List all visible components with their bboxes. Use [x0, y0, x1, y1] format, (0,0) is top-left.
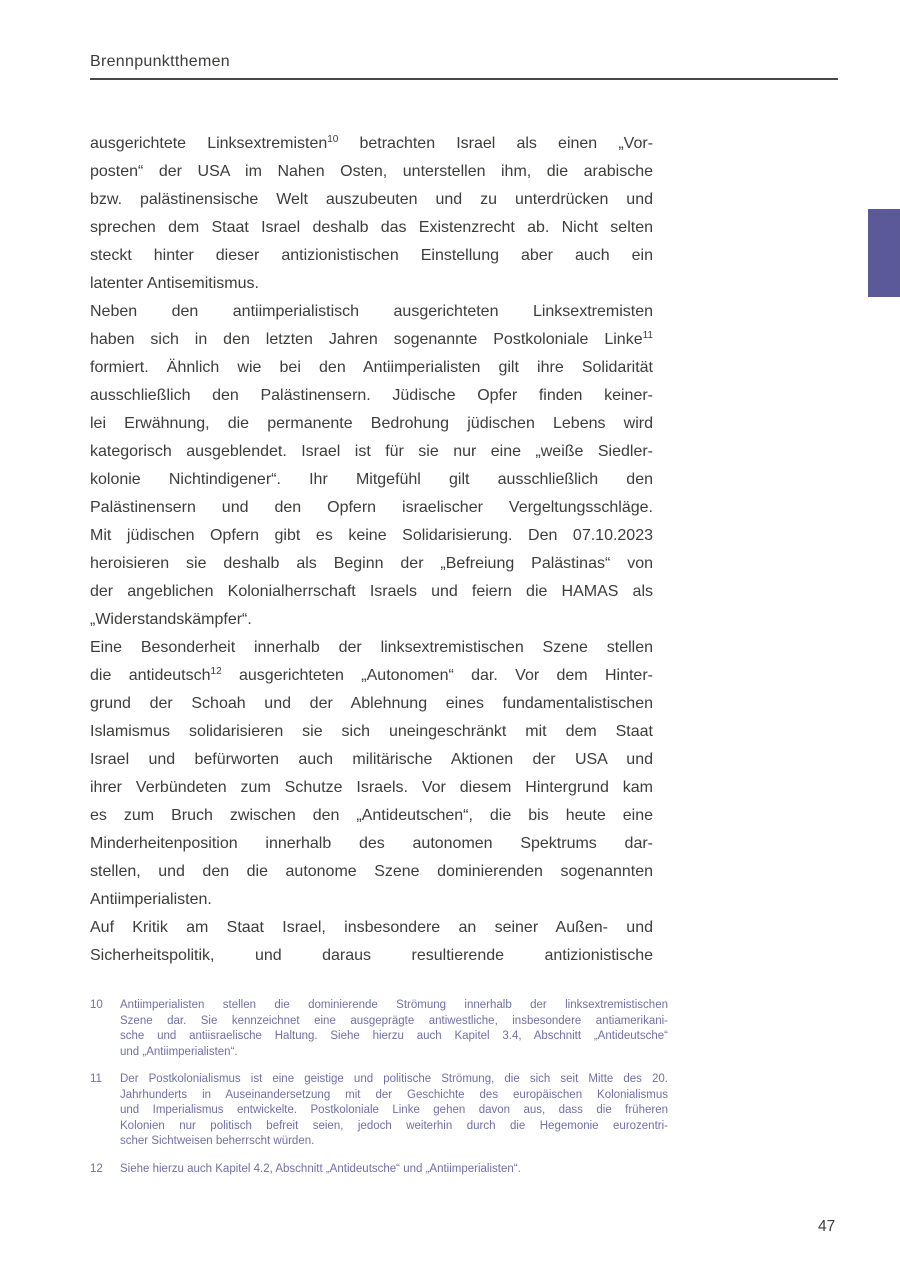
footnote-text	[120, 1072, 668, 1150]
footnote-marker: 10	[327, 134, 339, 145]
body-line: stellen, und den die autonome Szene dominierenden sogenannten	[90, 863, 653, 880]
body-line: grund der Schoah und der Ablehnung eines fundamentalistischen	[90, 695, 653, 712]
footnote-number: 11	[90, 1073, 102, 1085]
body-line: Islamismus solidarisieren sie sich uneingeschränkt mit dem Staat	[90, 723, 653, 740]
footnote-line: Kolonien nur politisch befreit seien, jedoch weiterhin durch die Hegemonie eurozentri-	[120, 1119, 668, 1132]
footnote-text	[120, 998, 668, 1060]
body-line: bzw. palästinensische Welt auszubeuten und zu unterdrücken und	[90, 191, 653, 208]
body-line: steckt hinter dieser antizionistischen Einstellung aber auch ein	[90, 247, 653, 264]
body-line: der angeblichen Kolonialherrschaft Israels und feiern die HAMAS als	[90, 583, 653, 600]
footnote	[90, 1162, 668, 1178]
body-line: sprechen dem Staat Israel deshalb das Existenzrecht ab. Nicht selten	[90, 219, 653, 236]
footnote-number: 12	[90, 1162, 103, 1175]
footnote-text	[120, 1162, 668, 1178]
header-rule	[90, 78, 838, 80]
footnotes	[90, 998, 668, 1189]
page-number: 47	[818, 1218, 836, 1235]
chapter-tab-marker	[868, 209, 900, 297]
body-line: haben sich in den letzten Jahren sogenannte Postkoloniale Linke$^{11}$	[90, 330, 653, 348]
body-line: lei Erwähnung, die permanente Bedrohung jüdischen Lebens wird	[90, 415, 653, 432]
body-line: ihrer Verbündeten zum Schutze Israels. Vor diesem Hintergrund kam	[90, 779, 653, 796]
footnote-line: Der Postkolonialismus ist eine geistige und politische Strömung, die sich seit Mitte des 20.	[120, 1073, 668, 1085]
body-line: Israel und befürworten auch militärische Aktionen der USA und	[90, 751, 653, 768]
body-line: Eine Besonderheit innerhalb der linksextremistischen Szene stellen	[90, 639, 653, 656]
footnote-line: Szene dar. Sie kennzeichnet eine ausgeprägte antiwestliche, insbesondere antiamerikani-	[120, 1014, 668, 1027]
body-line: formiert. Ähnlich wie bei den Antiimperialisten gilt ihre Solidarität	[90, 359, 653, 376]
body-line: die antideutsch$^{12}$ ausgerichteten „Autonomen“ dar. Vor dem Hinter-	[90, 666, 653, 684]
body-line: ausgerichtete Linksextremisten$^{10}$ betrachten Israel als einen „Vor-	[90, 134, 653, 152]
footnote	[90, 1072, 668, 1150]
body-line: Sicherheitspolitik, und daraus resultierende antizionistische	[90, 947, 653, 964]
body-line: kategorisch ausgeblendet. Israel ist für sie nur eine „weiße Siedler-	[90, 443, 653, 460]
footnote-marker: 12	[210, 666, 222, 677]
body-line: Auf Kritik am Staat Israel, insbesondere an seiner Außen- und	[90, 919, 653, 936]
footnote	[90, 998, 668, 1060]
body-line: es zum Bruch zwischen den „Antideutschen“, die bis heute eine	[90, 807, 653, 824]
body-line: kolonie Nichtindigener“. Ihr Mitgefühl gilt ausschließlich den	[90, 471, 653, 488]
footnote-line: und Imperialismus entwickelte. Postkoloniale Linke gehen davon aus, dass die früheren	[120, 1104, 668, 1116]
footnote-line: Siehe hierzu auch Kapitel 4.2, Abschnitt „Antideutsche“ und „Antiimperialisten“.	[120, 1162, 521, 1175]
body-line: heroisieren sie deshalb als Beginn der „Befreiung Palästinas“ von	[90, 555, 653, 572]
body-line: latenter Antisemitismus.	[90, 275, 259, 292]
body-text	[90, 130, 653, 970]
footnote-line: scher Sichtweisen beherrscht würden.	[120, 1135, 315, 1147]
body-line: Minderheitenposition innerhalb des autonomen Spektrums dar-	[90, 835, 653, 852]
body-line: Mit jüdischen Opfern gibt es keine Solidarisierung. Den 07.10.2023	[90, 527, 653, 544]
footnote-line: und „Antiimperialisten“.	[120, 1045, 238, 1058]
body-line: Neben den antiimperialistisch ausgerichteten Linksextremisten	[90, 303, 653, 320]
body-line: Palästinensern und den Opfern israelischer Vergeltungsschläge.	[90, 499, 653, 516]
body-line: Antiimperialisten.	[90, 891, 212, 908]
body-line: ausschließlich den Palästinensern. Jüdische Opfer finden keiner-	[90, 387, 653, 404]
running-header: Brennpunktthemen	[90, 53, 231, 70]
body-line: „Widerstandskämpfer“.	[90, 611, 252, 628]
body-line: posten“ der USA im Nahen Osten, unterstellen ihm, die arabische	[90, 163, 653, 180]
footnote-line: Jahrhunderts in Auseinandersetzung mit der Geschichte des europäischen Kolonialismus	[120, 1088, 668, 1101]
footnote-line: Antiimperialisten stellen die dominierende Strömung innerhalb der linksextremistischen	[120, 999, 668, 1011]
footnote-line: sche und antiisraelische Haltung. Siehe hierzu auch Kapitel 3.4, Abschnitt „Antideutsche“	[120, 1030, 668, 1042]
footnote-number: 10	[90, 999, 103, 1011]
footnote-marker: 11	[642, 330, 653, 341]
